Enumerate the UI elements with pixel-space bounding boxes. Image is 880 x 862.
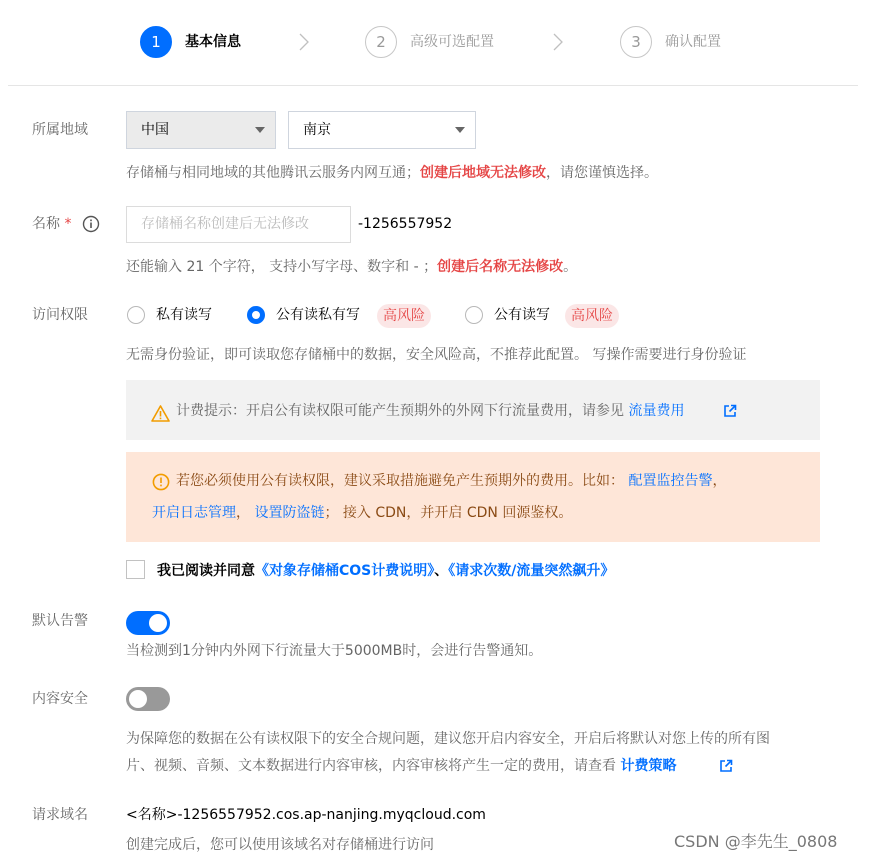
content-security-help-line1: 为保障您的数据在公有读权限下的安全合规问题，建议您开启内容安全，开启后将默认对您上传的所有图: [126, 731, 770, 747]
billing-notice-text: 计费提示：开启公有读权限可能产生预期外的外网下行流量费用，请参见 流量费用: [176, 403, 685, 419]
radio-public-read-write[interactable]: [465, 306, 483, 324]
city-select[interactable]: [288, 111, 476, 149]
agree-checkbox[interactable]: [126, 560, 145, 579]
radio-public-read[interactable]: [247, 306, 265, 324]
bucket-name-input[interactable]: 存储桶名称创建后无法修改: [126, 206, 351, 243]
monitor-alarm-link[interactable]: 配置监控告警: [628, 473, 713, 489]
chevron-right-icon: [552, 33, 564, 51]
toggle-knob: [129, 690, 147, 708]
warning-triangle-icon: [151, 405, 170, 422]
billing-doc-link[interactable]: 《对象存储桶COS计费说明》: [255, 563, 435, 579]
content-security-toggle[interactable]: [126, 687, 170, 711]
info-circle-icon[interactable]: [82, 215, 100, 233]
region-label: 所属地域: [32, 122, 88, 138]
steps-bar: [0, 0, 880, 86]
access-description: 无需身份验证，即可读取您存储桶中的数据，安全风险高，不推荐此配置。 写操作需要进行身份验证: [126, 347, 747, 363]
caret-down-icon: [455, 127, 465, 133]
step-1-label: 基本信息: [185, 34, 241, 50]
step-2-number: 2: [365, 26, 397, 58]
name-help: 还能输入 21 个字符， 支持小写字母、数字和 - ；创建后名称无法修改。: [126, 259, 578, 275]
alert-circle-icon: [152, 473, 170, 491]
traffic-spike-doc-link[interactable]: 《请求次数/流量突然飙升》: [448, 563, 615, 579]
hotlink-protection-link[interactable]: 设置防盗链: [254, 505, 325, 521]
billing-policy-link[interactable]: 计费策略: [620, 758, 677, 774]
external-link-icon[interactable]: [719, 759, 733, 773]
divider: [8, 85, 858, 86]
name-label: 名称 *: [32, 216, 72, 232]
radio-private[interactable]: [127, 306, 145, 324]
region-help: 存储桶与相同地域的其他腾讯云服务内网互通；创建后地域无法修改，请您谨慎选择。: [126, 165, 658, 181]
toggle-knob: [149, 614, 167, 632]
content-security-help-line2: 片、视频、音频、文本数据进行内容审核，内容审核将产生一定的费用，请查看 计费策略: [126, 758, 677, 774]
country-select-value: 中国: [141, 122, 169, 138]
alarm-toggle[interactable]: [126, 611, 170, 635]
warning-text-2: 开启日志管理， 设置防盗链； 接入 CDN，并开启 CDN 回源鉴权。: [152, 505, 573, 521]
radio-public-read-write-label[interactable]: 公有读写: [494, 307, 550, 323]
radio-private-label[interactable]: 私有读写: [156, 307, 212, 323]
step-1-number: 1: [140, 26, 172, 58]
warning-text: 若您必须使用公有读权限，建议采取措施避免产生预期外的费用。比如： 配置监控告警，: [176, 473, 727, 489]
alarm-label: 默认告警: [32, 613, 88, 629]
step-2-label: 高级可选配置: [410, 34, 494, 50]
watermark: CSDN @李先生_0808: [674, 832, 838, 851]
domain-value: <名称>-1256557952.cos.ap-nanjing.myqcloud.com: [126, 807, 486, 823]
external-link-icon[interactable]: [723, 404, 737, 418]
step-3-label: 确认配置: [665, 34, 721, 50]
access-label: 访问权限: [32, 307, 88, 323]
risk-badge: 高风险: [565, 304, 619, 328]
bucket-name-suffix: -1256557952: [358, 216, 453, 232]
city-select-value: 南京: [303, 122, 331, 138]
warning-notice: [126, 452, 820, 542]
alarm-help: 当检测到1分钟内外网下行流量大于5000MB时，会进行告警通知。: [126, 643, 543, 659]
step-3-number: 3: [620, 26, 652, 58]
radio-public-read-label[interactable]: 公有读私有写: [276, 307, 360, 323]
domain-label: 请求域名: [32, 807, 88, 823]
domain-help: 创建完成后，您可以使用该域名对存储桶进行访问: [126, 837, 434, 853]
name-warning: 创建后名称无法修改: [437, 259, 564, 275]
caret-down-icon: [255, 127, 265, 133]
chevron-right-icon: [298, 33, 310, 51]
traffic-fee-link[interactable]: 流量费用: [628, 403, 685, 419]
content-security-label: 内容安全: [32, 691, 88, 707]
country-select[interactable]: [126, 111, 276, 149]
required-mark: *: [64, 216, 72, 232]
region-warning: 创建后地域无法修改: [420, 165, 546, 181]
risk-badge: 高风险: [377, 304, 431, 328]
agree-text: 我已阅读并同意《对象存储桶COS计费说明》、《请求次数/流量突然飙升》: [157, 563, 615, 579]
log-management-link[interactable]: 开启日志管理: [152, 505, 236, 521]
